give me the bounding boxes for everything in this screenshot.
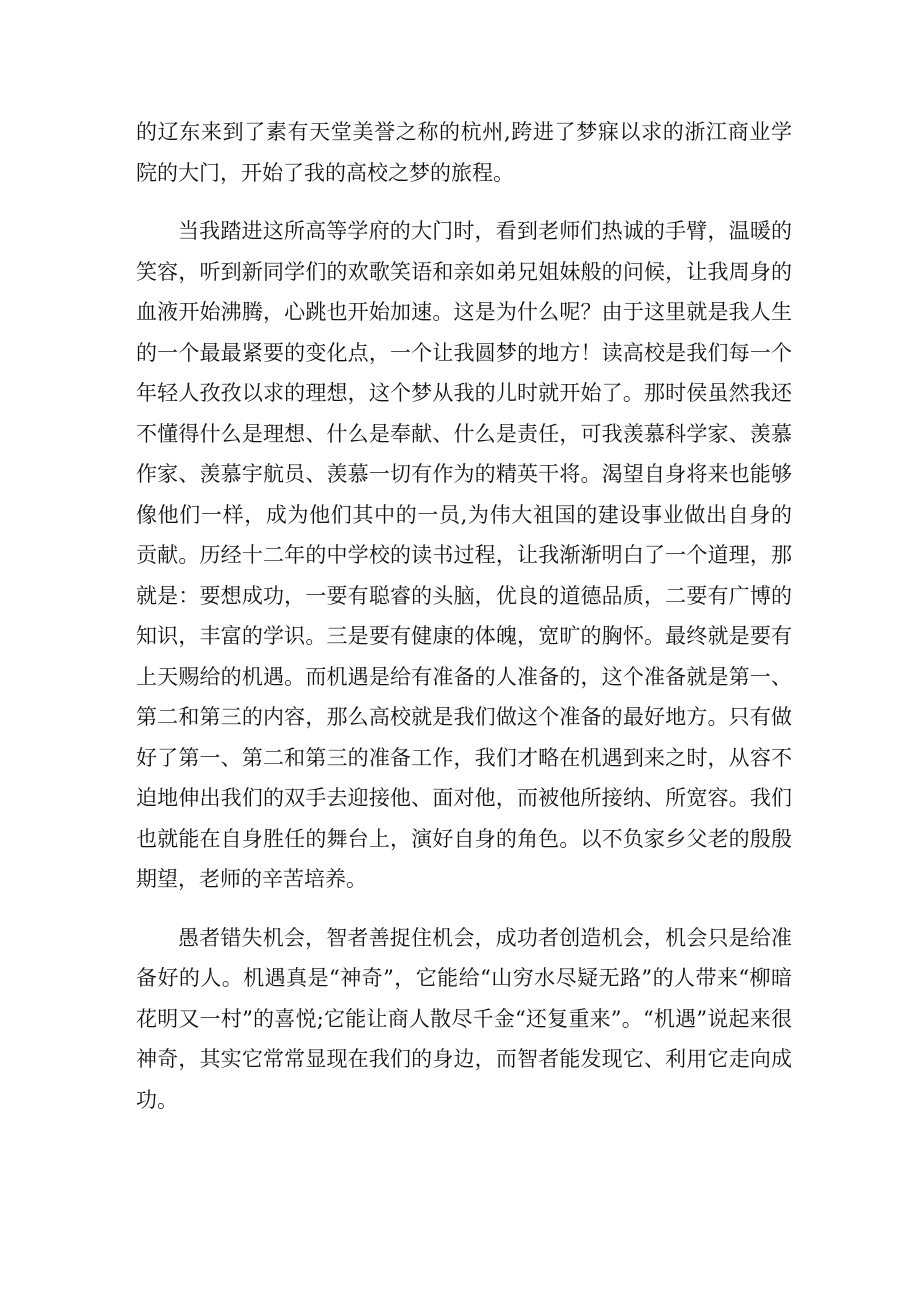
paragraph-continuation: 的辽东来到了素有天堂美誉之称的杭州,跨进了梦寐以求的浙江商业学院的大门，开始了我的高校之梦的旅程。 (136, 120, 792, 185)
document-page (136, 112, 792, 1138)
paragraph-opportunity: 愚者错失机会，智者善捉住机会，成功者创造机会，机会只是给准备好的人。机遇真是“神奇”，它能给“山穷水尽疑无路”的人带来“柳暗花明又一村”的喜悦;它能让商人散尽千金“还复重来”。“机遇”说起来很神奇，其实它常常显现在我们的身边，而智者能发现它、利用它走向成功。 (136, 925, 792, 1112)
paragraph-campus-arrival: 当我踏进这所高等学府的大门时，看到老师们热诚的手臂，温暖的笑容，听到新同学们的欢歌笑语和亲如弟兄姐妹般的问候，让我周身的血液开始沸腾，心跳也开始加速。这是为什么呢？由于这里就是我人生的一个最最紧要的变化点，一个让我圆梦的地方！读高校是我们每一个年轻人孜孜以求的理想，这个梦从我的儿时就开始了。那时侯虽然我还不懂得什么是理想、什么是奉献、什么是责任，可我羡慕科学家、羡慕作家、羡慕宇航员、羡慕一切有作为的精英干将。渴望自身将来也能够像他们一样，成为他们其中的一员,为伟大祖国的建设事业做出自身的贡献。历经十二年的中学校的读书过程，让我渐渐明白了一个道理，那就是：要想成功，一要有聪睿的头脑，优良的道德品质，二要有广博的知识，丰富的学识。三是要有健康的体魄，宽旷的胸怀。最终就是要有上天赐给的机遇。而机遇是给有准备的人准备的，这个准备就是第一、第二和第三的内容，那么高校就是我们做这个准备的最好地方。只有做好了第一、第二和第三的准备工作，我们才略在机遇到来之时，从容不迫地伸出我们的双手去迎接他、面对他，而被他所接纳、所宽容。我们也就能在自身胜任的舞台上，演好自身的角色。以不负家乡父老的殷殷期望，老师的辛苦培养。 (136, 219, 792, 891)
